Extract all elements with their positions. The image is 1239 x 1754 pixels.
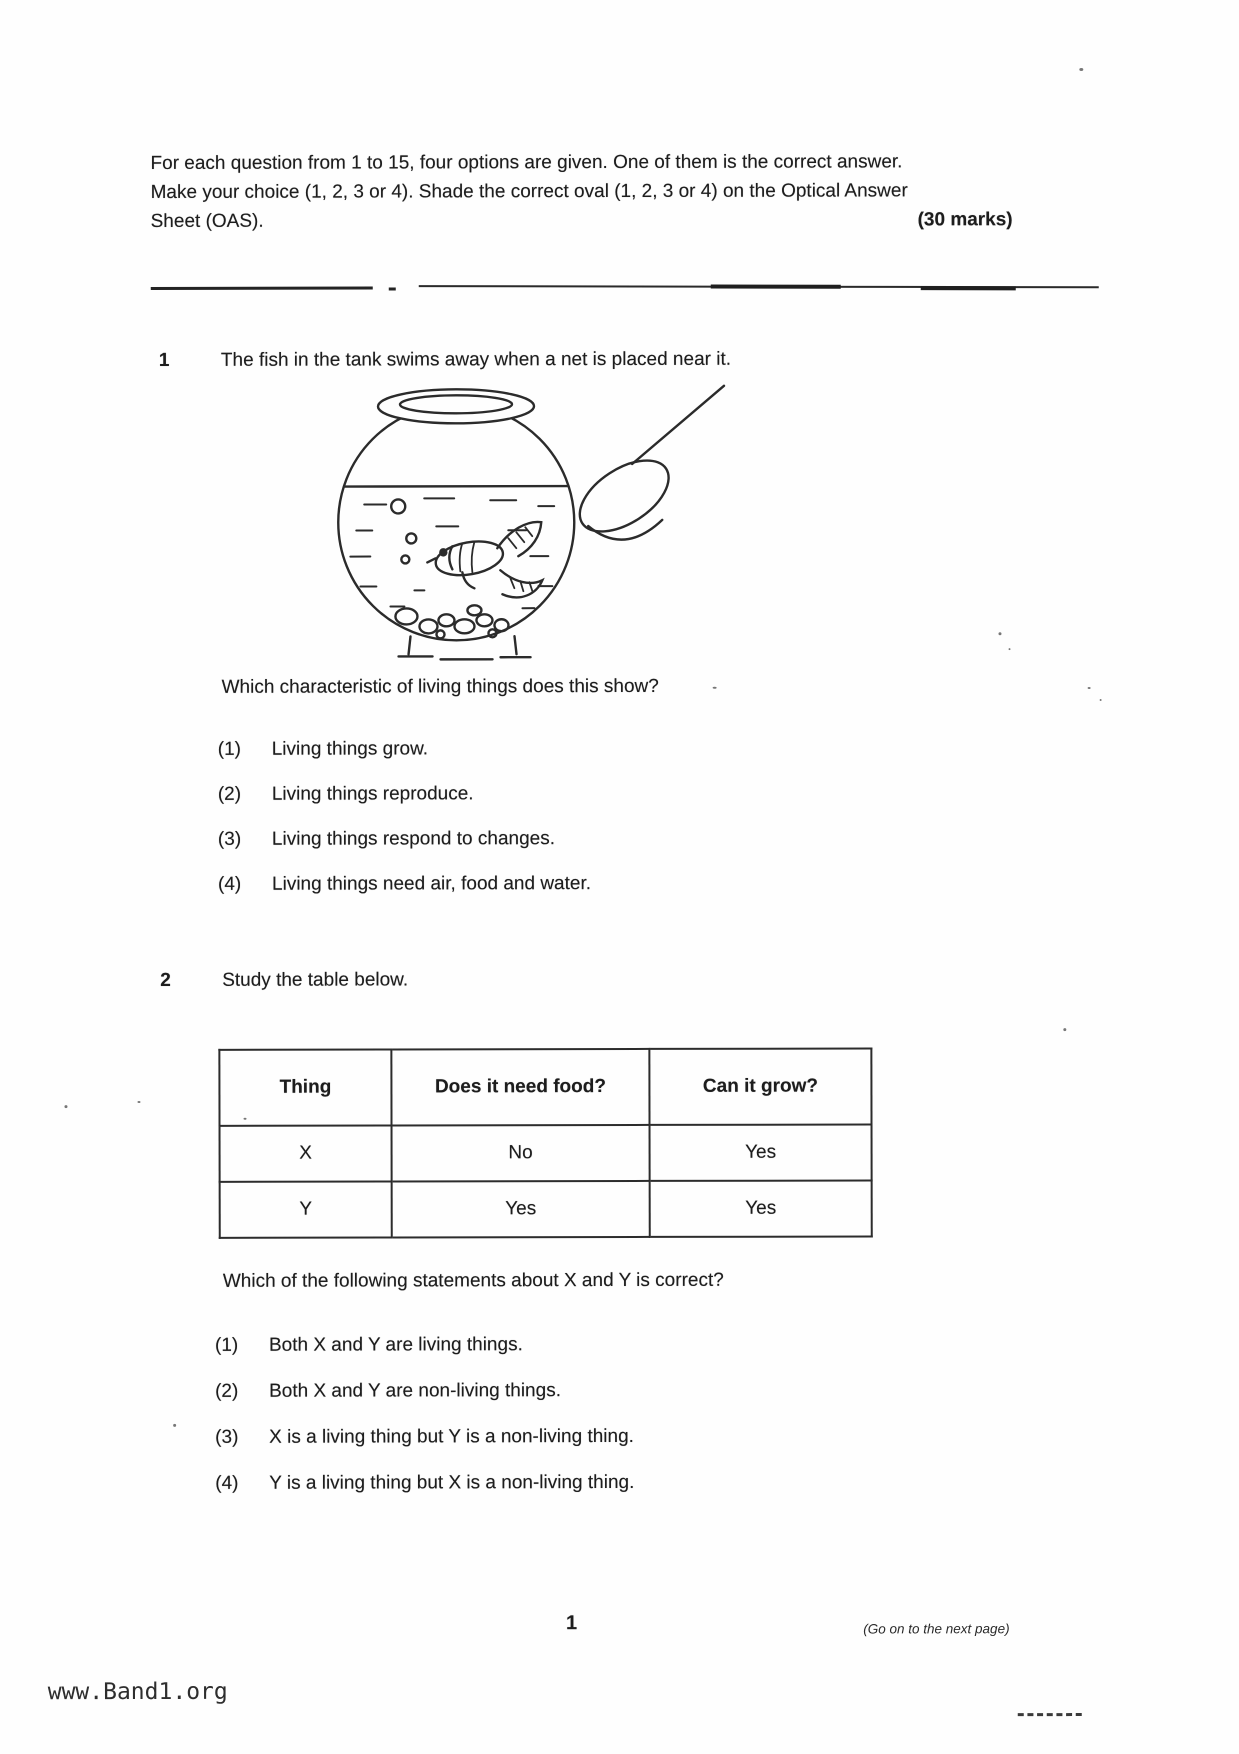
page-number: 1: [565, 1612, 578, 1635]
scan-speck: [137, 1101, 140, 1103]
option-label: (3): [215, 1426, 239, 1448]
option-text: Y is a living thing but X is a non-living thing.: [269, 1471, 635, 1494]
next-page-note: (Go on to the next page): [863, 1621, 1010, 1637]
table-cell: Yes: [650, 1180, 872, 1236]
instructions-line-2: Make your choice (1, 2, 3 or 4). Shade the correct oval (1, 2, 3 or 4) on the Optical Answer: [150, 180, 908, 203]
instructions-block: [150, 147, 1012, 236]
scan-dashes: [1018, 1713, 1082, 1716]
table-cell: X: [220, 1125, 392, 1181]
table-cell: Yes: [392, 1181, 650, 1238]
q2-option-1: [215, 1333, 975, 1381]
option-label: (2): [217, 783, 242, 805]
q1-option-2: [218, 782, 918, 828]
scan-speck: [64, 1105, 67, 1108]
table-cell: No: [392, 1125, 650, 1182]
q2-option-3: [215, 1425, 975, 1473]
table-row: [220, 1124, 872, 1181]
scan-speck: [1009, 648, 1011, 650]
question-2-options: [215, 1333, 975, 1519]
option-text: Living things grow.: [271, 738, 429, 760]
table-header-grow: Can it grow?: [649, 1048, 871, 1124]
q1-option-4: [218, 872, 918, 918]
scan-speck: [998, 632, 1001, 635]
fishbowl-net-figure: [294, 380, 735, 681]
scan-speck: [173, 1424, 176, 1427]
question-2: [160, 965, 1060, 994]
question-1-substem: Which characteristic of living things does this show?: [221, 675, 659, 698]
instructions-line-3: Sheet (OAS).: [150, 210, 264, 232]
table-cell: Yes: [650, 1124, 872, 1180]
question-1-stem: The fish in the tank swims away when a net is placed near it.: [220, 348, 732, 371]
question-2-substem: Which of the following statements about X and Y is correct?: [222, 1269, 724, 1292]
watermark-url: www.Band1.org: [47, 1678, 228, 1706]
table-row: [220, 1180, 872, 1237]
option-label: (3): [217, 828, 242, 850]
question-1: [159, 345, 1059, 374]
option-label: (4): [217, 873, 242, 895]
option-text: Both X and Y are living things.: [268, 1334, 523, 1356]
q1-option-1: [218, 737, 918, 783]
scan-speck: [1088, 687, 1091, 689]
scan-speck: [713, 687, 717, 689]
table-header-food: Does it need food?: [391, 1049, 649, 1126]
question-2-number: 2: [160, 969, 171, 991]
scan-speck: [244, 1118, 247, 1120]
section-divider: [151, 283, 1101, 295]
scan-speck: [1100, 699, 1102, 701]
option-label: (2): [215, 1380, 239, 1402]
question-1-number: 1: [158, 349, 170, 371]
option-text: Living things respond to changes.: [271, 828, 556, 850]
question-1-options: [218, 737, 918, 918]
q1-option-3: [218, 827, 918, 873]
marks-label: (30 marks): [917, 209, 1013, 231]
option-label: (4): [215, 1472, 239, 1494]
option-label: (1): [214, 1334, 239, 1356]
table-cell: Y: [220, 1181, 392, 1237]
instructions-line-1: For each question from 1 to 15, four options are given. One of them is the correct answer.: [150, 151, 903, 174]
q2-option-2: [215, 1379, 975, 1427]
q2-option-4: [215, 1471, 975, 1519]
option-text: Living things reproduce.: [271, 783, 474, 805]
table-header-row: [219, 1048, 871, 1125]
scan-speck: [1063, 1028, 1066, 1031]
question-2-stem: Study the table below.: [222, 969, 409, 991]
option-text: Both X and Y are non-living things.: [269, 1380, 561, 1402]
option-label: (1): [217, 738, 241, 760]
table-header-thing: Thing: [219, 1049, 391, 1125]
question-2-table: [218, 1047, 872, 1238]
option-text: X is a living thing but Y is a non-living thing.: [269, 1425, 634, 1448]
scan-speck: [1079, 68, 1083, 71]
option-text: Living things need air, food and water.: [271, 873, 592, 895]
